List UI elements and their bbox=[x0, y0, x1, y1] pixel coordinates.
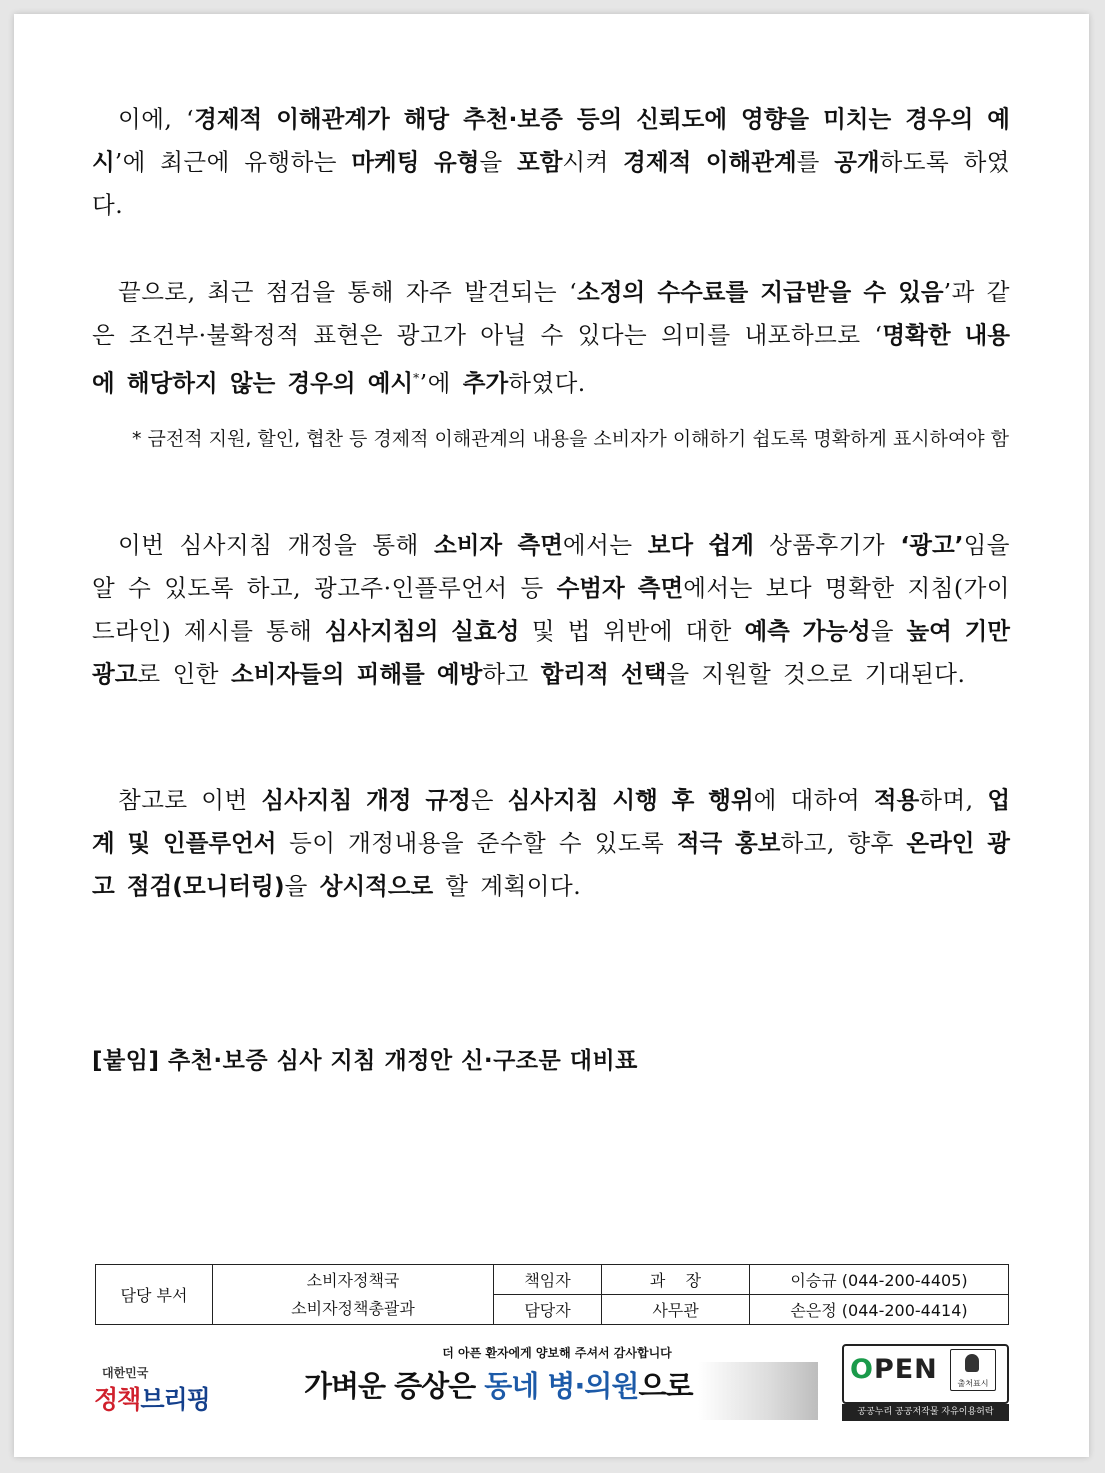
open-license-bar: 공공누리 공공저작물 자유이용허락 bbox=[842, 1404, 1009, 1421]
emphasis-text: 적용 bbox=[873, 786, 920, 814]
body-text: 하였다. bbox=[508, 368, 586, 397]
body-text: 할 계획이다. bbox=[433, 872, 582, 900]
kogl-open-license-logo[interactable] bbox=[842, 1344, 1007, 1424]
role-2: 담당자 bbox=[494, 1295, 602, 1325]
banner-top-text: 더 아픈 환자에게 양보해 주셔서 감사합니다 bbox=[442, 1346, 672, 1360]
emphasis-text: 적극 홍보 bbox=[676, 829, 781, 857]
emphasis-text: 업계 및 인플루언서 bbox=[92, 786, 1011, 857]
emphasis-text: 경제적 이해관계 bbox=[623, 148, 797, 176]
body-text: 시켜 bbox=[562, 148, 624, 176]
body-text: 및 법 위반에 대한 bbox=[519, 617, 745, 645]
emphasis-text: 보다 쉽게 bbox=[647, 531, 754, 559]
body-text: 로 인한 bbox=[137, 660, 231, 688]
emphasis-text: 경제적 이해관계가 해당 추천·보증 등의 신뢰도에 영향을 미치는 경우의 예시 bbox=[92, 105, 1010, 176]
body-text: 끝으로, 최근 점검을 통해 자주 발견되는 ‘ bbox=[118, 278, 578, 306]
emphasis-text: 심사지침의 실효성 bbox=[324, 617, 520, 645]
person-icon bbox=[965, 1354, 979, 1372]
campaign-banner[interactable] bbox=[296, 1344, 818, 1422]
body-text: 이에, ‘ bbox=[118, 105, 195, 133]
banner-main-b: 동네 병·의원 bbox=[484, 1369, 639, 1403]
emphasis-text: 수범자 측면 bbox=[556, 574, 684, 602]
contact-table bbox=[95, 1264, 1009, 1325]
body-text: 하고, 향후 bbox=[780, 829, 907, 857]
body-text: ’에 bbox=[419, 368, 463, 397]
banner-photo bbox=[698, 1362, 818, 1420]
emphasis-text: 소정의 수수료를 지급받을 수 있음 bbox=[577, 278, 944, 306]
document-page bbox=[14, 14, 1089, 1457]
body-text: 이번 심사지침 개정을 통해 bbox=[118, 531, 434, 559]
paragraph-2 bbox=[92, 271, 1010, 405]
body-text: ’과 같은 조건부·불확정적 표현은 광고가 아닐 수 있다는 의미를 내포하므로 ‘ bbox=[92, 278, 1010, 349]
person-1: 이승규 (044-200-4405) bbox=[750, 1265, 1009, 1295]
emphasis-text: 소비자들의 피해를 예방 bbox=[230, 660, 483, 688]
body-text: 참고로 이번 bbox=[118, 786, 262, 814]
title-1: 과 장 bbox=[602, 1265, 750, 1295]
emphasis-text: 심사지침 시행 후 행위 bbox=[507, 786, 754, 814]
paragraph-1 bbox=[92, 98, 1010, 227]
body-text: 하도록 하였다. bbox=[92, 148, 1010, 219]
attribution-label: 출처표시 bbox=[957, 1379, 989, 1388]
open-pen: PEN bbox=[873, 1354, 938, 1385]
banner-main-text bbox=[304, 1364, 693, 1405]
body-text: 하며, bbox=[919, 786, 988, 814]
body-text: ’에 최근에 유행하는 bbox=[114, 148, 352, 176]
emphasis-text: 상시적으로 bbox=[319, 872, 434, 900]
policy-briefing-logo[interactable] bbox=[94, 1362, 234, 1424]
emphasis-text: 예측 가능성 bbox=[744, 617, 871, 645]
title-2: 사무관 bbox=[602, 1295, 750, 1325]
dept-line-2: 소비자정책총괄과 bbox=[291, 1298, 415, 1318]
dept-name bbox=[213, 1265, 494, 1325]
dept-line-1: 소비자정책국 bbox=[306, 1270, 400, 1290]
body-text: 을 지원할 것으로 기대된다. bbox=[666, 660, 966, 688]
emphasis-text: 높여 기만 광고 bbox=[92, 617, 1011, 688]
banner-main-c: 으로 bbox=[638, 1369, 693, 1403]
body-text: 을 bbox=[870, 617, 907, 645]
body-text: 를 bbox=[796, 148, 835, 176]
emphasis-text: 소비자 측면 bbox=[434, 531, 563, 559]
emphasis-text: 합리적 선택 bbox=[540, 660, 667, 688]
emphasis-text: 심사지침 개정 규정 bbox=[261, 786, 471, 814]
body-text: 등이 개정내용을 준수할 수 있도록 bbox=[276, 829, 677, 857]
body-text: 상품후기가 bbox=[753, 531, 901, 559]
logo-blue-text: 브리핑 bbox=[140, 1385, 210, 1414]
paragraph-3 bbox=[92, 524, 1010, 696]
logo-big-text bbox=[94, 1380, 210, 1416]
open-o: O bbox=[850, 1354, 874, 1385]
emphasis-text: ‘광고’ bbox=[900, 531, 964, 559]
open-word bbox=[850, 1354, 938, 1385]
emphasis-text: 포함 bbox=[517, 148, 563, 176]
body-text: 에서는 bbox=[562, 531, 648, 559]
emphasis-text: 마케팅 유형 bbox=[351, 148, 480, 176]
footer bbox=[84, 1344, 1024, 1424]
attribution-icon bbox=[950, 1349, 996, 1391]
dept-label: 담당 부서 bbox=[96, 1265, 213, 1325]
role-1: 책임자 bbox=[494, 1265, 602, 1295]
logo-small-text: 대한민국 bbox=[102, 1366, 149, 1380]
body-text: 임을 알 수 있도록 하고, 광고주·인플루언서 등 bbox=[92, 531, 1011, 602]
emphasis-text: 온라인 광고 점검(모니터링) bbox=[92, 829, 1010, 900]
body-text: 을 bbox=[284, 872, 320, 900]
footnote: * 금전적 지원, 할인, 협찬 등 경제적 이해관계의 내용을 소비자가 이해하기 쉽도록 명확하게 표시하여야 함 bbox=[132, 428, 1010, 450]
emphasis-text: 공개 bbox=[834, 148, 880, 176]
body-text: 하고 bbox=[482, 660, 541, 688]
attachment-title: [붙임] 추천·보증 심사 지침 개정안 신·구조문 대비표 bbox=[92, 1048, 638, 1074]
emphasis-text: 명확한 내용에 해당하지 않는 경우의 예시 bbox=[92, 321, 1011, 397]
banner-main-a: 가벼운 증상은 bbox=[304, 1369, 485, 1403]
body-text: 에서는 보다 명확한 지침(가이드라인) 제시를 통해 bbox=[92, 574, 1010, 645]
body-text: 에 대하여 bbox=[753, 786, 874, 814]
logo-red-text: 정책 bbox=[94, 1385, 141, 1414]
paragraph-4 bbox=[92, 779, 1010, 908]
emphasis-text: 추가 bbox=[462, 368, 509, 397]
body-text: 을 bbox=[479, 148, 517, 176]
person-2: 손은정 (044-200-4414) bbox=[750, 1295, 1009, 1325]
footnote-marker: * bbox=[413, 371, 420, 385]
body-text: 은 bbox=[470, 786, 508, 814]
